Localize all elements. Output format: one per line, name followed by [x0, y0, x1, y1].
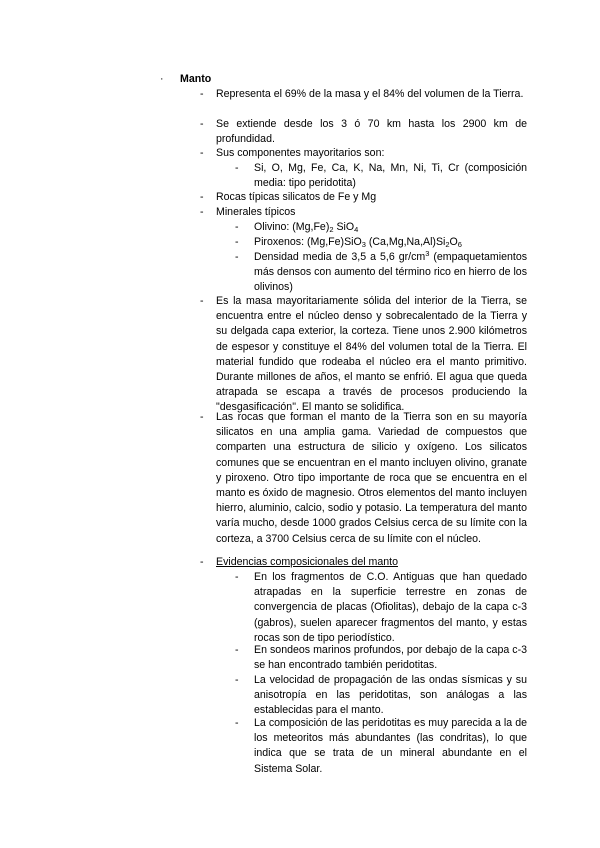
- dash-marker: -: [200, 118, 204, 130]
- formula-part: Olivino: (Mg,Fe): [254, 221, 330, 233]
- heading-bullet: ·: [160, 73, 164, 85]
- heading-title: Manto: [180, 73, 212, 85]
- item-text: Rocas típicas silicatos de Fe y Mg: [216, 191, 377, 203]
- dash-marker: -: [235, 674, 239, 686]
- formula-part: (Ca,Mg,Na,Al)Si: [365, 236, 446, 248]
- evidence-subheading: Evidencias composicionales del manto: [216, 556, 398, 568]
- dash-marker: -: [235, 571, 239, 583]
- item-text: En sondeos marinos profundos, por debajo de la capa c-3 se han encontrado también peridotitas.: [254, 644, 527, 672]
- dash-marker: -: [200, 147, 204, 159]
- item-text: Representa el 69% de la masa y el 84% del volumen de la Tierra.: [216, 88, 524, 100]
- dash-marker: -: [235, 236, 239, 248]
- dash-marker: -: [200, 88, 204, 100]
- dash-marker: -: [200, 411, 204, 423]
- dash-marker: -: [200, 295, 204, 307]
- dash-marker: -: [235, 644, 239, 656]
- formula-subscript: 3: [361, 240, 366, 249]
- formula-part: Piroxenos: (Mg,Fe)SiO: [254, 236, 362, 248]
- formula-part: SiO: [333, 221, 355, 233]
- formula-subscript: 6: [457, 240, 462, 249]
- dash-marker: -: [200, 206, 204, 218]
- item-text: Es la masa mayoritariamente sólida del interior de la Tierra, se encuentra entre el núcleo denso y sobrecalentado de la Tierra y su delgada capa exterior, la corteza. Tiene unos 2.900 kilómetros de espesor y constituye el 84% del volumen total de la Tierra. El material fundido que rodeaba el núcleo era el manto primitivo. Durante millones de años, el manto se enfrió. El agua que queda atrapada se escapa a través de procesos produciendo la "desgasificación". El manto se solidifica.: [216, 295, 527, 414]
- formula-part: O: [449, 236, 458, 248]
- dash-marker: -: [235, 162, 239, 174]
- dash-marker: -: [235, 251, 239, 263]
- densidad-text: [254, 250, 527, 296]
- olivino-formula: [254, 220, 527, 235]
- item-text: Se extiende desde los 3 ó 70 km hasta los 2900 km de profundidad.: [216, 118, 527, 146]
- item-text: Si, O, Mg, Fe, Ca, K, Na, Mn, Ni, Ti, Cr (composición media: tipo peridotita): [254, 162, 527, 190]
- item-text: Minerales típicos: [216, 206, 296, 218]
- formula-subscript: 4: [354, 225, 359, 234]
- text-part: Densidad media de 3,5 a 5,6 gr/cm: [254, 251, 426, 263]
- text-part: (empaquetamientos más densos con aumento del término rico en hierro de los olivinos): [254, 251, 528, 294]
- item-text: La composición de las peridotitas es muy parecida a la de los meteoritos más abundantes (las condritas), lo que indica que se trata de un mineral abundante en el Sistema Solar.: [254, 717, 527, 775]
- section-heading: [160, 72, 460, 88]
- dash-marker: -: [235, 717, 239, 729]
- piroxenos-formula: [254, 235, 527, 250]
- dash-marker: -: [235, 221, 239, 233]
- item-text: La velocidad de propagación de las ondas sísmicas y su anisotropía en las peridotitas, son análogas a las establecidas para el manto.: [254, 674, 527, 717]
- formula-subscript: 2: [329, 225, 334, 234]
- unit-superscript: 3: [425, 249, 430, 258]
- dash-marker: -: [200, 191, 204, 203]
- item-text: Sus componentes mayoritarios son:: [216, 147, 385, 159]
- formula-subscript: 2: [445, 240, 450, 249]
- item-text: Las rocas que forman el manto de la Tierra son en su mayoría silicatos en una amplia gama. Variedad de compuestos que comparten una estructura de silicio y oxígeno. Los silicatos comunes que se encuentran en el manto incluyen olivino, granate y piroxeno. Otro tipo importante de roca que se encuentra en el manto es óxido de magnesio. Otros elementos del manto incluyen hierro, aluminio, calcio, sodio y potasio. La temperatura del manto varía mucho, desde 1000 grados Celsius cerca de su límite con la corteza, a 3700 Celsius cerca de su límite con el núcleo.: [216, 411, 527, 545]
- item-text: En los fragmentos de C.O. Antiguas que han quedado atrapadas en la superficie terrestre en zonas de convergencia de placas (Ofiolitas), debajo de la capa c-3 (gabros), suelen aparecer fragmentos del manto, y estas rocas son de tipo periodístico.: [254, 571, 527, 644]
- dash-marker: -: [200, 556, 204, 568]
